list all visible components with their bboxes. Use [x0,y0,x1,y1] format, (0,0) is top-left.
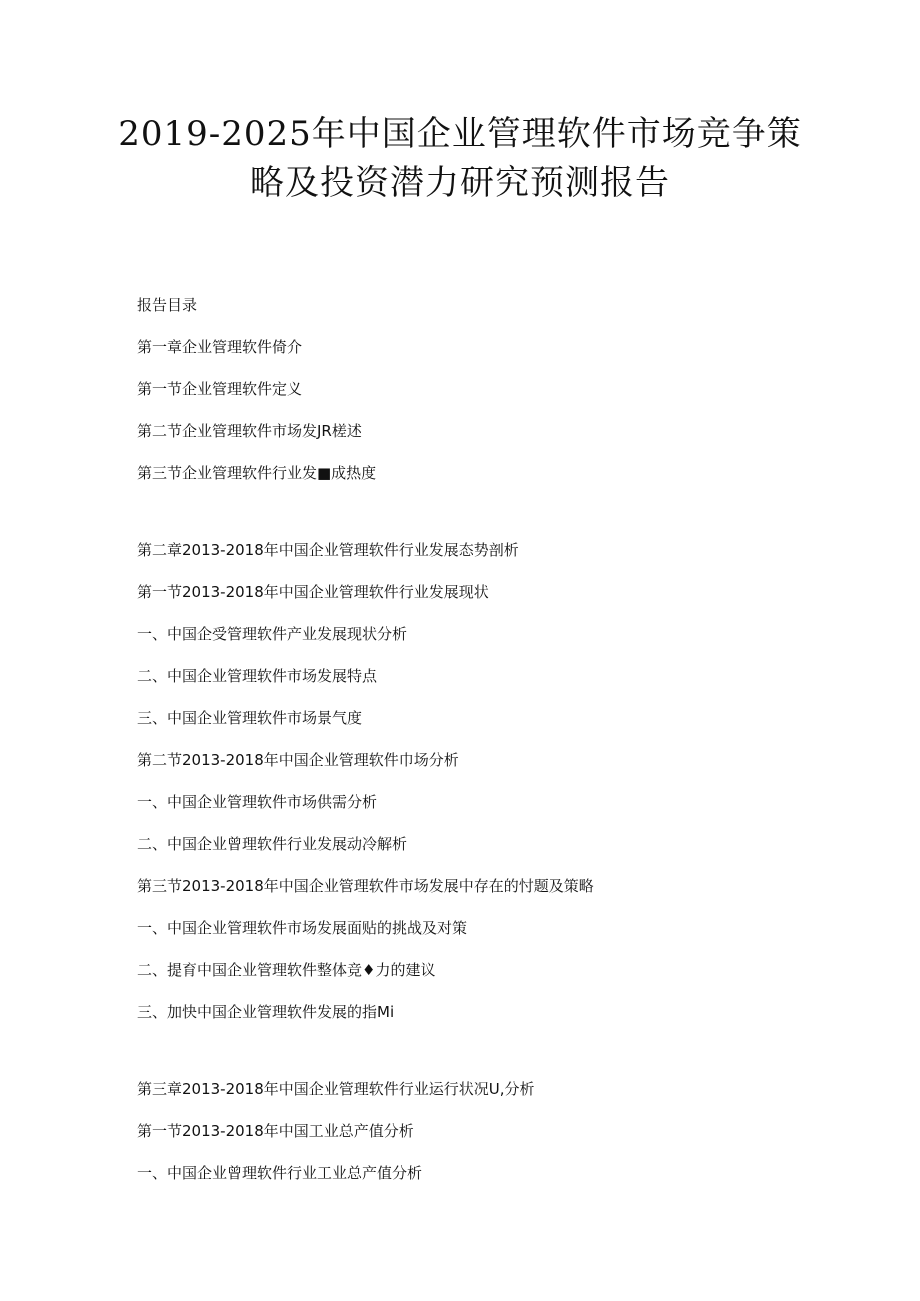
toc-item: 二、提育中国企业管理软件整体竞♦力的建议 [137,961,436,979]
toc-item: 二、中国企业曾理软件行业发展动冷解析 [137,835,408,853]
toc-item: 第二节2013-2018年中国企业管理软件巾场分析 [137,751,459,769]
report-title-line-1: 2019-2025年中国企业管理软件市场竞争策 [118,114,802,154]
toc-item: 一、中国企业管理软件市场发展面贴的挑战及对策 [137,919,468,937]
toc-heading: 报告目录 [137,296,198,314]
toc-item: 第三节企业管理软件行业发■成热度 [137,464,377,482]
toc-item: 一、中国企业管理软件市场供需分析 [137,793,378,811]
toc-item: 第一节企业管理软件定义 [137,380,303,398]
toc-item: 二、中国企业管理软件市场发展特点 [137,667,378,685]
toc-item: 第一节2013-2018年中国企业管理软件行业发展现状 [137,583,489,601]
toc-chapter-1: 第一章企业管理软件倚介 [137,338,303,356]
toc-item: 第一节2013-2018年中国工业总产值分析 [137,1122,414,1140]
toc-chapter-3: 第三章2013-2018年中国企业管理软件行业运行状况U,分析 [137,1080,535,1098]
toc-item: 三、中国企业管理软件市场景气度 [137,709,363,727]
toc-item: 一、中国企业曾理软件行业工业总产值分析 [137,1164,423,1182]
toc-item: 一、中国企受管理软件产业发展现状分析 [137,625,408,643]
toc-chapter-2: 第二章2013-2018年中国企业管理软件行业发展态势剖析 [137,541,519,559]
toc-item: 第二节企业管理软件市场发JR槎述 [137,422,362,440]
toc-item: 第三节2013-2018年中国企业管理软件市场发展中存在的忖题及策略 [137,877,594,895]
report-title-line-2: 略及投资潜力研究预测报告 [250,163,670,203]
toc-item: 三、加快中国企业管理软件发展的指Mi [137,1003,395,1021]
